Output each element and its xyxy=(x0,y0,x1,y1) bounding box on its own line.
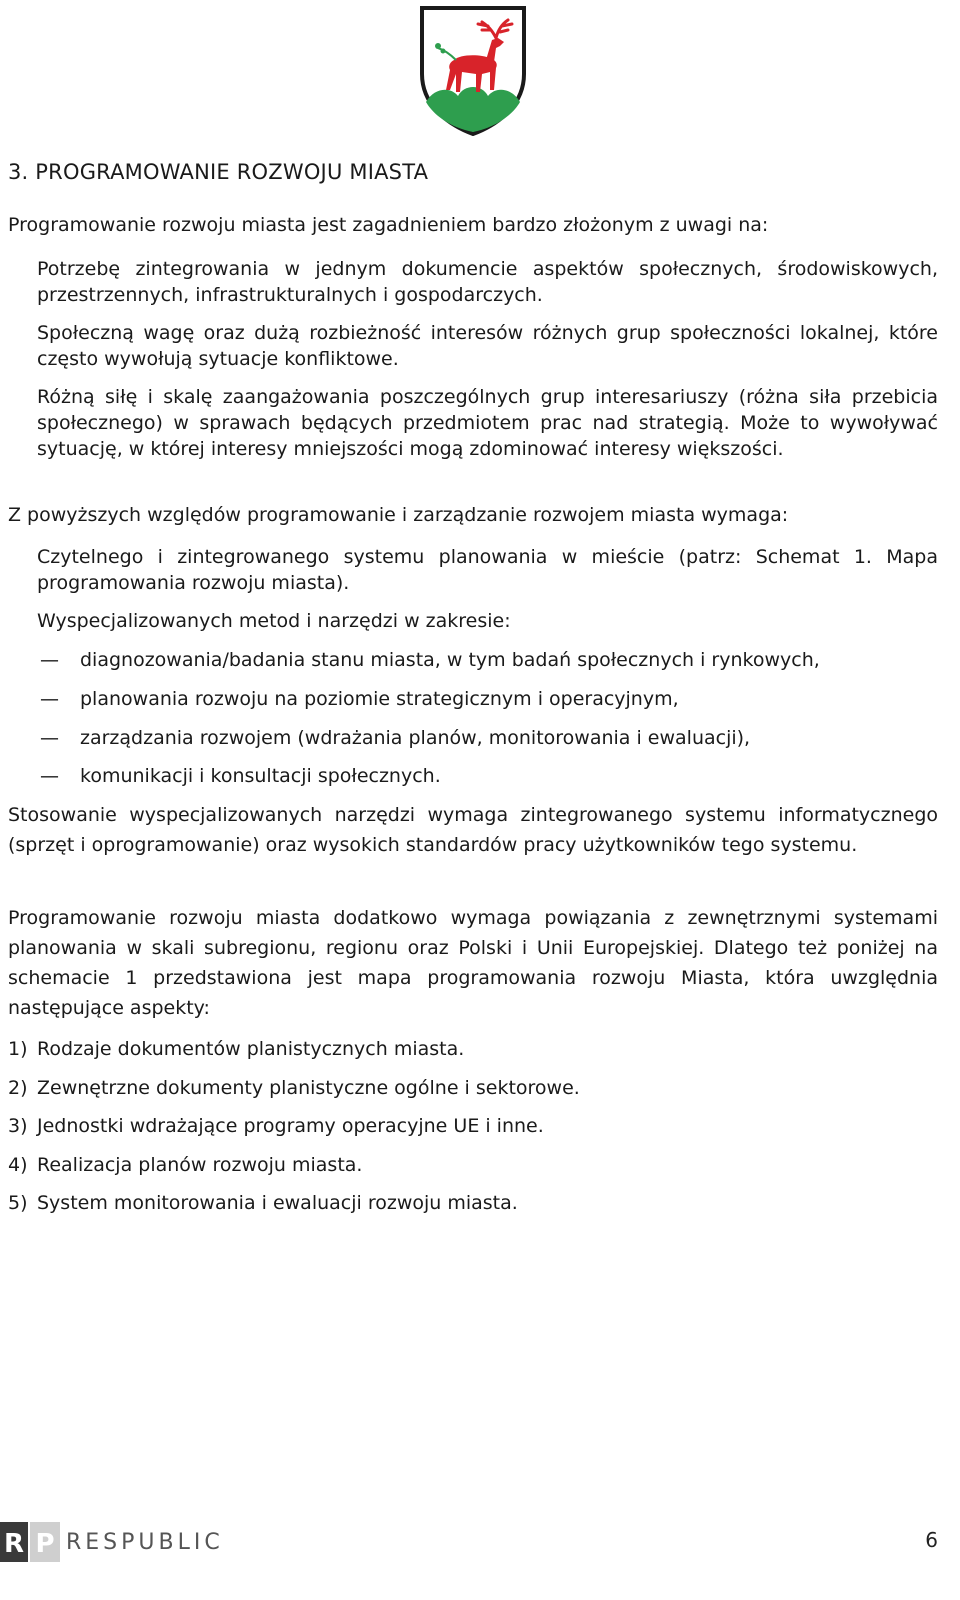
tool-text: planowania rozwoju na poziomie strategicznym i operacyjnym, xyxy=(80,688,679,710)
aspect-number: 1) xyxy=(8,1038,28,1060)
aspect-text: Zewnętrzne dokumenty planistyczne ogólne i sektorowe. xyxy=(37,1077,580,1099)
respublic-logo-icon xyxy=(0,1522,60,1562)
external-systems-paragraph: Programowanie rozwoju miasta dodatkowo wymaga powiązania z zewnętrznymi systemami planowania w skali subregionu, regionu oraz Polski i Unii Europejskiej. Dlatego też poniżej na schemacie 1 przedstawiona jest mapa programowania rozwoju Miasta, która uwzględnia następujące aspekty: xyxy=(8,907,938,1019)
it-system-paragraph: Stosowanie wyspecjalizowanych narzędzi wymaga zintegrowanego systemu informatycznego (sprzęt i oprogramowanie) oraz wysokich standardów pracy użytkowników tego systemu. xyxy=(8,804,938,856)
aspect-text: Rodzaje dokumentów planistycznych miasta. xyxy=(37,1038,465,1060)
aspect-number: 5) xyxy=(8,1192,28,1214)
aspect-item-4 xyxy=(8,1152,938,1178)
requires-item-1 xyxy=(8,544,938,596)
aspect-item-3 xyxy=(8,1113,938,1139)
aspect-item-2 xyxy=(8,1075,938,1101)
dash-bullet: — xyxy=(40,688,59,710)
section-heading: 3. PROGRAMOWANIE ROZWOJU MIASTA xyxy=(8,160,429,184)
footer-brand-name: RESPUBLIC xyxy=(66,1529,224,1555)
tool-list-item xyxy=(40,763,441,789)
aspect-number: 4) xyxy=(8,1154,28,1176)
tool-text: diagnozowania/badania stanu miasta, w tym badań społecznych i rynkowych, xyxy=(80,649,820,671)
reason-item-3 xyxy=(8,384,938,462)
footer-logo xyxy=(0,1522,224,1562)
tool-list-item xyxy=(40,686,679,712)
requires-item-2 xyxy=(8,608,938,634)
dash-bullet: — xyxy=(40,727,59,749)
reason-item-1 xyxy=(8,256,938,308)
aspect-text: Realizacja planów rozwoju miasta. xyxy=(37,1154,363,1176)
requires-text: Czytelnego i zintegrowanego systemu planowania w mieście (patrz: Schemat 1. Mapa programowania rozwoju miasta). xyxy=(37,546,938,594)
dash-bullet: — xyxy=(40,649,59,671)
aspect-number: 2) xyxy=(8,1077,28,1099)
svg-text:P: P xyxy=(35,1529,55,1559)
reason-number xyxy=(8,256,37,282)
reason-text: Potrzebę zintegrowania w jednym dokumencie aspektów społecznych, środowiskowych, przestrzennych, infrastrukturalnych i gospodarczych. xyxy=(37,258,938,306)
reason-number xyxy=(8,320,37,346)
aspect-text: Jednostki wdrażające programy operacyjne UE i inne. xyxy=(37,1115,544,1137)
reason-number xyxy=(8,384,37,410)
reason-text: Społeczną wagę oraz dużą rozbieżność interesów różnych grup społeczności lokalnej, które często wywołują sytuacje konfliktowe. xyxy=(37,322,938,370)
aspect-item-5 xyxy=(8,1190,938,1216)
intro-paragraph: Programowanie rozwoju miasta jest zagadnieniem bardzo złożonym z uwagi na: xyxy=(8,214,769,236)
tool-text: komunikacji i konsultacji społecznych. xyxy=(80,765,441,787)
requires-number xyxy=(8,608,37,634)
tool-text: zarządzania rozwojem (wdrażania planów, monitorowania i ewaluacji), xyxy=(80,727,751,749)
svg-text:R: R xyxy=(3,1529,25,1559)
aspect-item-1 xyxy=(8,1036,938,1062)
dash-bullet: — xyxy=(40,765,59,787)
requires-number xyxy=(8,544,37,570)
city-coat-of-arms-deer-icon xyxy=(416,4,530,136)
requires-intro-paragraph: Z powyższych względów programowanie i zarządzanie rozwojem miasta wymaga: xyxy=(8,504,789,526)
tool-list-item xyxy=(40,725,750,751)
page-number: 6 xyxy=(925,1528,938,1552)
aspect-number: 3) xyxy=(8,1115,28,1137)
reason-item-2 xyxy=(8,320,938,372)
reason-text: Różną siłę i skalę zaangażowania poszczególnych grup interesariuszy (różna siła przebicia społecznego) w sprawach będących przedmiotem prac nad strategią. Może to wywoływać sytuację, w której interesy mniejszości mogą zdominować interesy większości. xyxy=(37,386,938,460)
aspect-text: System monitorowania i ewaluacji rozwoju miasta. xyxy=(37,1192,518,1214)
requires-text: Wyspecjalizowanych metod i narzędzi w zakresie: xyxy=(37,610,511,632)
tool-list-item xyxy=(40,647,820,673)
